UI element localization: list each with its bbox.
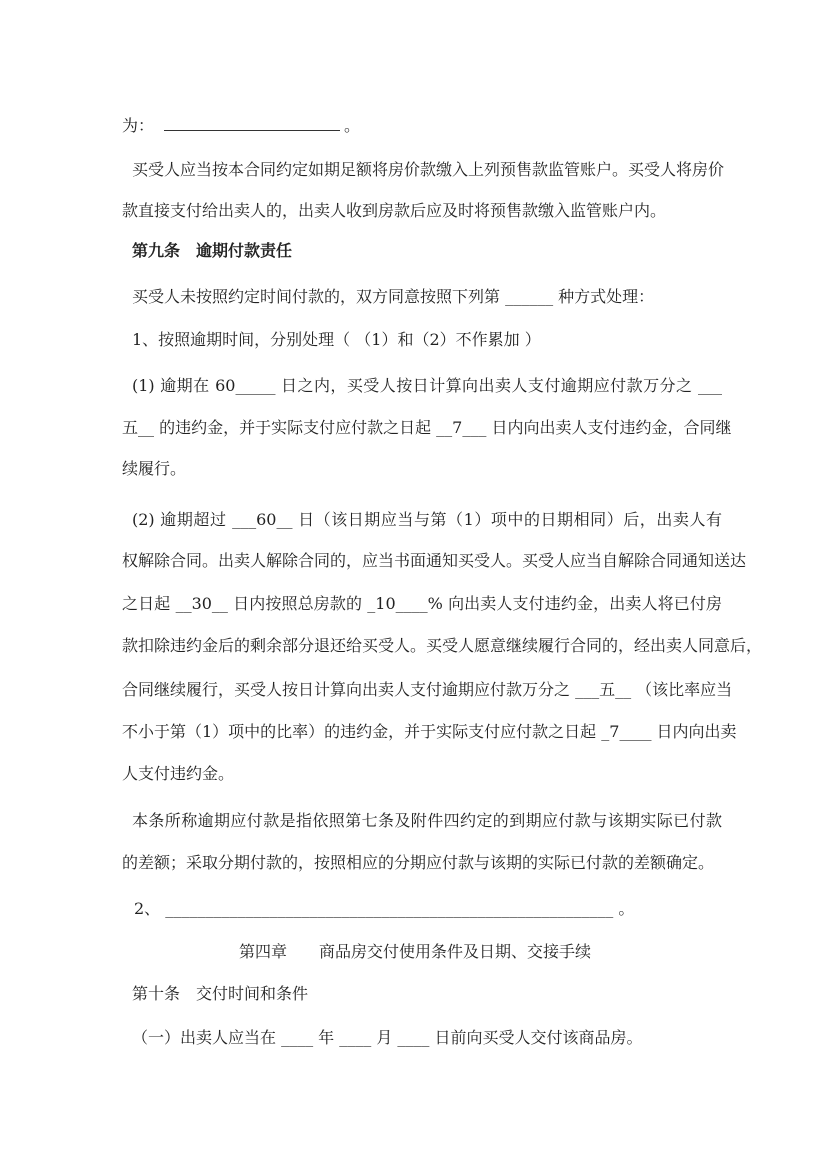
text-line: 买受人未按照约定时间付款的，双方同意按照下列第 ______ 种方式处理： bbox=[132, 287, 655, 306]
text-line: 之日起 __30__ 日内按照总房款的 _10____% 向出卖人支付违约金，出卖人将已付房 bbox=[122, 594, 722, 613]
text-line: 本条所称逾期应付款是指依照第七条及附件四约定的到期应付款与该期实际已付款 bbox=[132, 811, 722, 830]
text-line: (1) 逾期在 60_____ 日之内，买受人按日计算向出卖人支付逾期应付款万分之 ___ bbox=[132, 376, 722, 395]
text-line: (2) 逾期超过 ___60__ 日（该日期应当与第（1）项中的日期相同）后，出卖人有 bbox=[132, 510, 722, 529]
text-line: 2、 ________________________________________________________ 。 bbox=[134, 899, 635, 918]
text-line: 买受人应当按本合同约定如期足额将房价款缴入上列预售款监管账户。买受人将房价 bbox=[132, 160, 725, 179]
text-line: 不小于第（1）项中的比率）的违约金，并于实际支付应付款之日起 _7____ 日内向出卖 bbox=[122, 722, 737, 741]
text-line: 五__ 的违约金，并于实际支付应付款之日起 __7___ 日内向出卖人支付违约金，合同继 bbox=[122, 418, 732, 437]
text-line: 人支付违约金。 bbox=[122, 764, 235, 783]
text-line: 款扣除违约金后的剩余部分退还给买受人。买受人愿意继续履行合同的，经出卖人同意后， bbox=[122, 636, 763, 655]
chapter-heading: 第四章 商品房交付使用条件及日期、交接手续 bbox=[238, 942, 591, 961]
text-line: 1、按照逾期时间，分别处理（ （1）和（2）不作累加 ） bbox=[132, 330, 541, 349]
text-line: （一）出卖人应当在 ____ 年 ____ 月 ____ 日前向买受人交付该商品房。 bbox=[132, 1028, 643, 1047]
article-heading: 第十条 交付时间和条件 bbox=[132, 984, 309, 1003]
text-line: 续履行。 bbox=[122, 459, 187, 478]
text: 。 bbox=[344, 116, 361, 135]
text-line: 款直接支付给出卖人的，出卖人收到房款后应及时将预售款缴入监管账户内。 bbox=[122, 201, 667, 220]
text: 为： bbox=[122, 116, 155, 135]
text-line: 的差额；采取分期付款的，按照相应的分期应付款与该期的实际已付款的差额确定。 bbox=[122, 853, 715, 872]
text-line: 权解除合同。出卖人解除合同的，应当书面通知买受人。买受人应当自解除合同通知送达 bbox=[122, 551, 747, 570]
article-heading: 第九条 逾期付款责任 bbox=[132, 241, 293, 260]
blank-field bbox=[164, 116, 340, 131]
text-line: 合同继续履行，买受人按日计算向出卖人支付逾期应付款万分之 ___五__ （该比率应当 bbox=[122, 680, 733, 699]
text-line bbox=[122, 116, 722, 136]
